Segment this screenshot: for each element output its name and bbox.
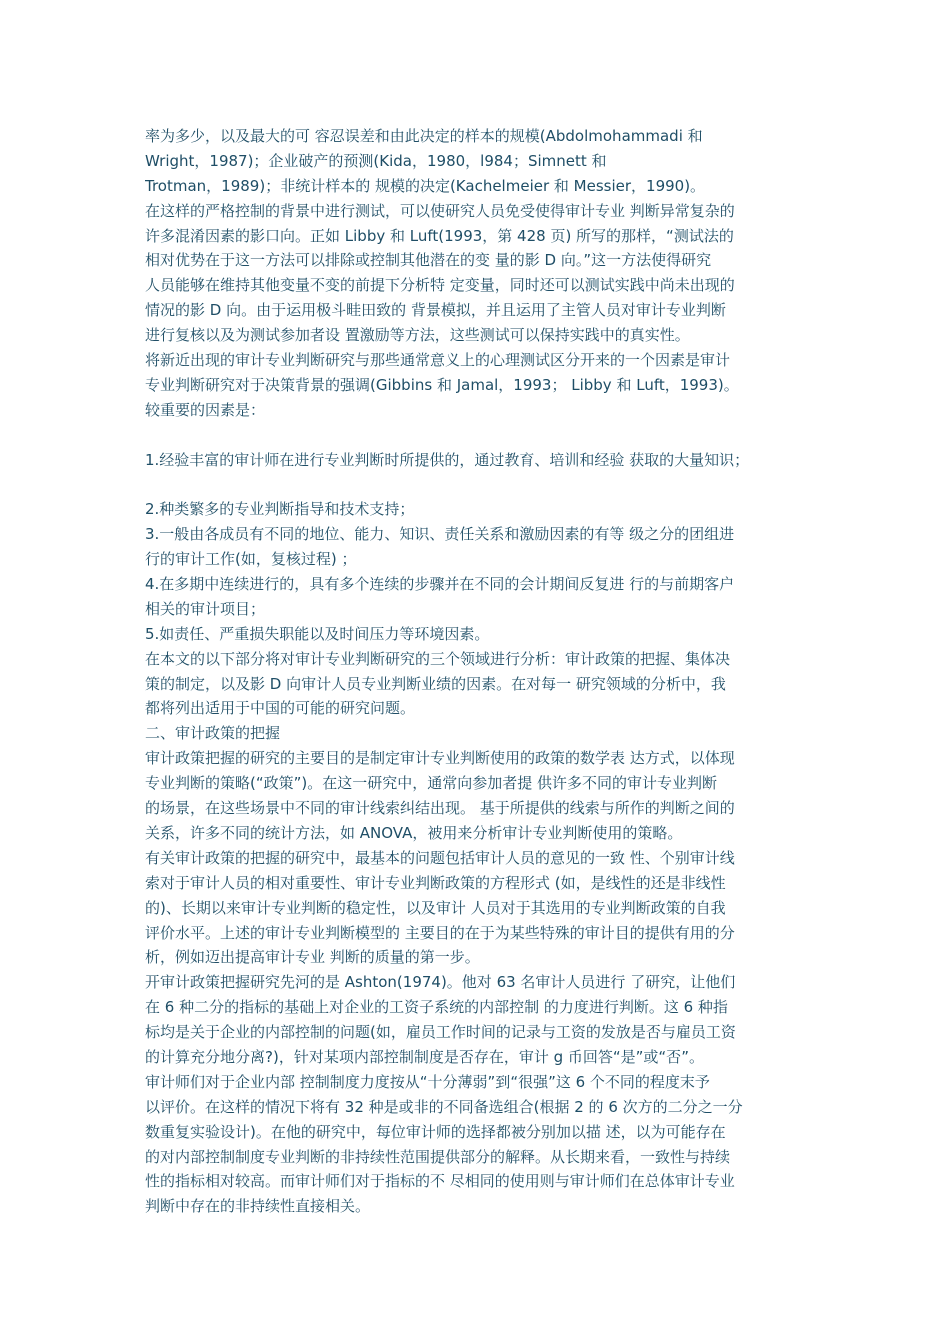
text-line: 评价水平。上述的审计专业判断模型的 主要目的在于为某些特殊的审计目的提供有用的分 [145, 923, 735, 942]
text-line: Wright，1987)；企业破产的预测(Kida，1980，l984；Simnett 和 [145, 151, 607, 170]
text-line: 2.种类繁多的专业判断指导和技术支持； [145, 500, 415, 519]
text-line: Trotman，1989)；非统计样本的 规模的决定(Kachelmeier 和 Messier，1990)。 [145, 176, 706, 195]
text-line: 进行复核以及为测试参加者设 置激励等方法，这些测试可以保持实践中的真实性。 [145, 326, 690, 345]
text-line: 5.如责任、严重损失职能以及时间压力等环境因素。 [145, 624, 490, 643]
text-line: 在这样的严格控制的背景中进行测试，可以使研究人员免受使得审计专业 判断异常复杂的 [145, 201, 735, 220]
text-line: 析，例如迈出提高审计专业 判断的质量的第一步。 [145, 948, 480, 967]
text-line: 将新近出现的审计专业判断研究与那些通常意义上的心理测试区分开来的一个因素是审计 [145, 351, 731, 370]
text-line: 关系，许多不同的统计方法，如 ANOVA，被用来分析审计专业判断使用的策略。 [145, 823, 683, 842]
text-line: 行的审计工作(如，复核过程) ； [145, 550, 357, 569]
blank-line [145, 472, 825, 497]
text-line: 判断中存在的非持续性直接相关。 [145, 1197, 371, 1216]
text-line: 的对内部控制制度专业判断的非持续性范围提供部分的解释。从长期来看，一致性与持续 [145, 1147, 731, 1166]
text-line: 在 6 种二分的指标的基础上对企业的工资子系统的内部控制 的力度进行判断。这 6 种指 [145, 998, 728, 1017]
text-line: 策的制定，以及影 D 向审计人员专业判断业绩的因素。在对每一 研究领域的分析中，我 [145, 674, 726, 693]
document-body [145, 124, 825, 1219]
text-line: 率为多少，以及最大的可 容忍误差和由此决定的样本的规模(Abdolmohammadi 和 [145, 127, 703, 145]
text-line: 3.一般由各成员有不同的地位、能力、知识、责任关系和激励因素的有等 级之分的团组进 [145, 525, 735, 544]
text-line: 有关审计政策的把握的研究中，最基本的问题包括审计人员的意见的一致 性、个别审计线 [145, 848, 735, 867]
text-line: 的)、长期以来审计专业判断的稳定性，以及审计 人员对于其选用的专业判断政策的自我 [145, 898, 726, 917]
text-line: 的计算充分地分离?)，针对某项内部控制制度是否存在，审计 g 币回答“是”或“否”。 [145, 1047, 704, 1066]
text-line: 标均是关于企业的内部控制的问题(如，雇员工作时间的记录与工资的发放是否与雇员工资 [145, 1023, 736, 1042]
text-line: 较重要的因素是： [145, 400, 266, 419]
text-line: 4.在多期中连续进行的，具有多个连续的步骤并在不同的会计期间反复进 行的与前期客户 [145, 575, 735, 594]
text-line: 审计政策把握的研究的主要目的是制定审计专业判断使用的政策的数学表 达方式，以体现 [145, 749, 735, 768]
text-line: 审计师们对于企业内部 控制制度力度按从“十分薄弱”到“很强”这 6 个不同的程度末予 [145, 1072, 710, 1091]
blank-line [145, 423, 825, 448]
text-line: 数重复实验设计)。在他的研究中，每位审计师的选择都被分别加以描 述，以为可能存在 [145, 1122, 726, 1141]
text-line: 开审计政策把握研究先河的是 Ashton(1974)。他对 63 名审计人员进行 了研究，让他们 [145, 973, 736, 992]
text-line: 许多混淆因素的影口向。正如 Libby 和 Luft(1993，第 428 页) 所写的那样，“测试法的 [145, 226, 734, 245]
text-line: 性的指标相对较高。而审计师们对于指标的不 尽相同的使用则与审计师们在总体审计专业 [145, 1172, 735, 1191]
text-line: 专业判断的策略(“政策”)。在这一研究中，通常向参加者提 供许多不同的审计专业判断 [145, 774, 718, 793]
text-line: 专业判断研究对于决策背景的强调(Gibbins 和 Jamal，1993； Libby 和 Luft，1993)。 [145, 375, 739, 394]
text-line: 的场景，在这些场景中不同的审计线索纠结出现。 基于所提供的线索与所作的判断之间的 [145, 799, 735, 818]
text-line: 以评价。在这样的情况下将有 32 种是或非的不同备选组合(根据 2 的 6 次方的二分之一分 [145, 1097, 743, 1116]
text-line: 索对于审计人员的相对重要性、审计专业判断政策的方程形式 (如，是线性的还是非线性 [145, 873, 726, 892]
text-line: 相关的审计项目； [145, 599, 266, 618]
text-line: 相对优势在于这一方法可以排除或控制其他潜在的变 量的影 D 向。”这一方法使得研究 [145, 251, 712, 270]
text-line: 人员能够在维持其他变量不变的前提下分析特 定变量，同时还可以测试实践中尚未出现的 [145, 276, 735, 295]
text-line: 1.经验丰富的审计师在进行专业判断时所提供的，通过教育、培训和经验 获取的大量知识； [145, 450, 750, 469]
text-line: 情况的影 D 向。由于运用极斗畦田致的 背景模拟，并且运用了主管人员对审计专业判断 [145, 301, 726, 320]
text-line: 在本文的以下部分将对审计专业判断研究的三个领域进行分析：审计政策的把握、集体决 [145, 649, 731, 668]
text-line: 都将列出适用于中国的可能的研究问题。 [145, 699, 416, 718]
text-line: 二、审计政策的把握 [145, 724, 281, 743]
